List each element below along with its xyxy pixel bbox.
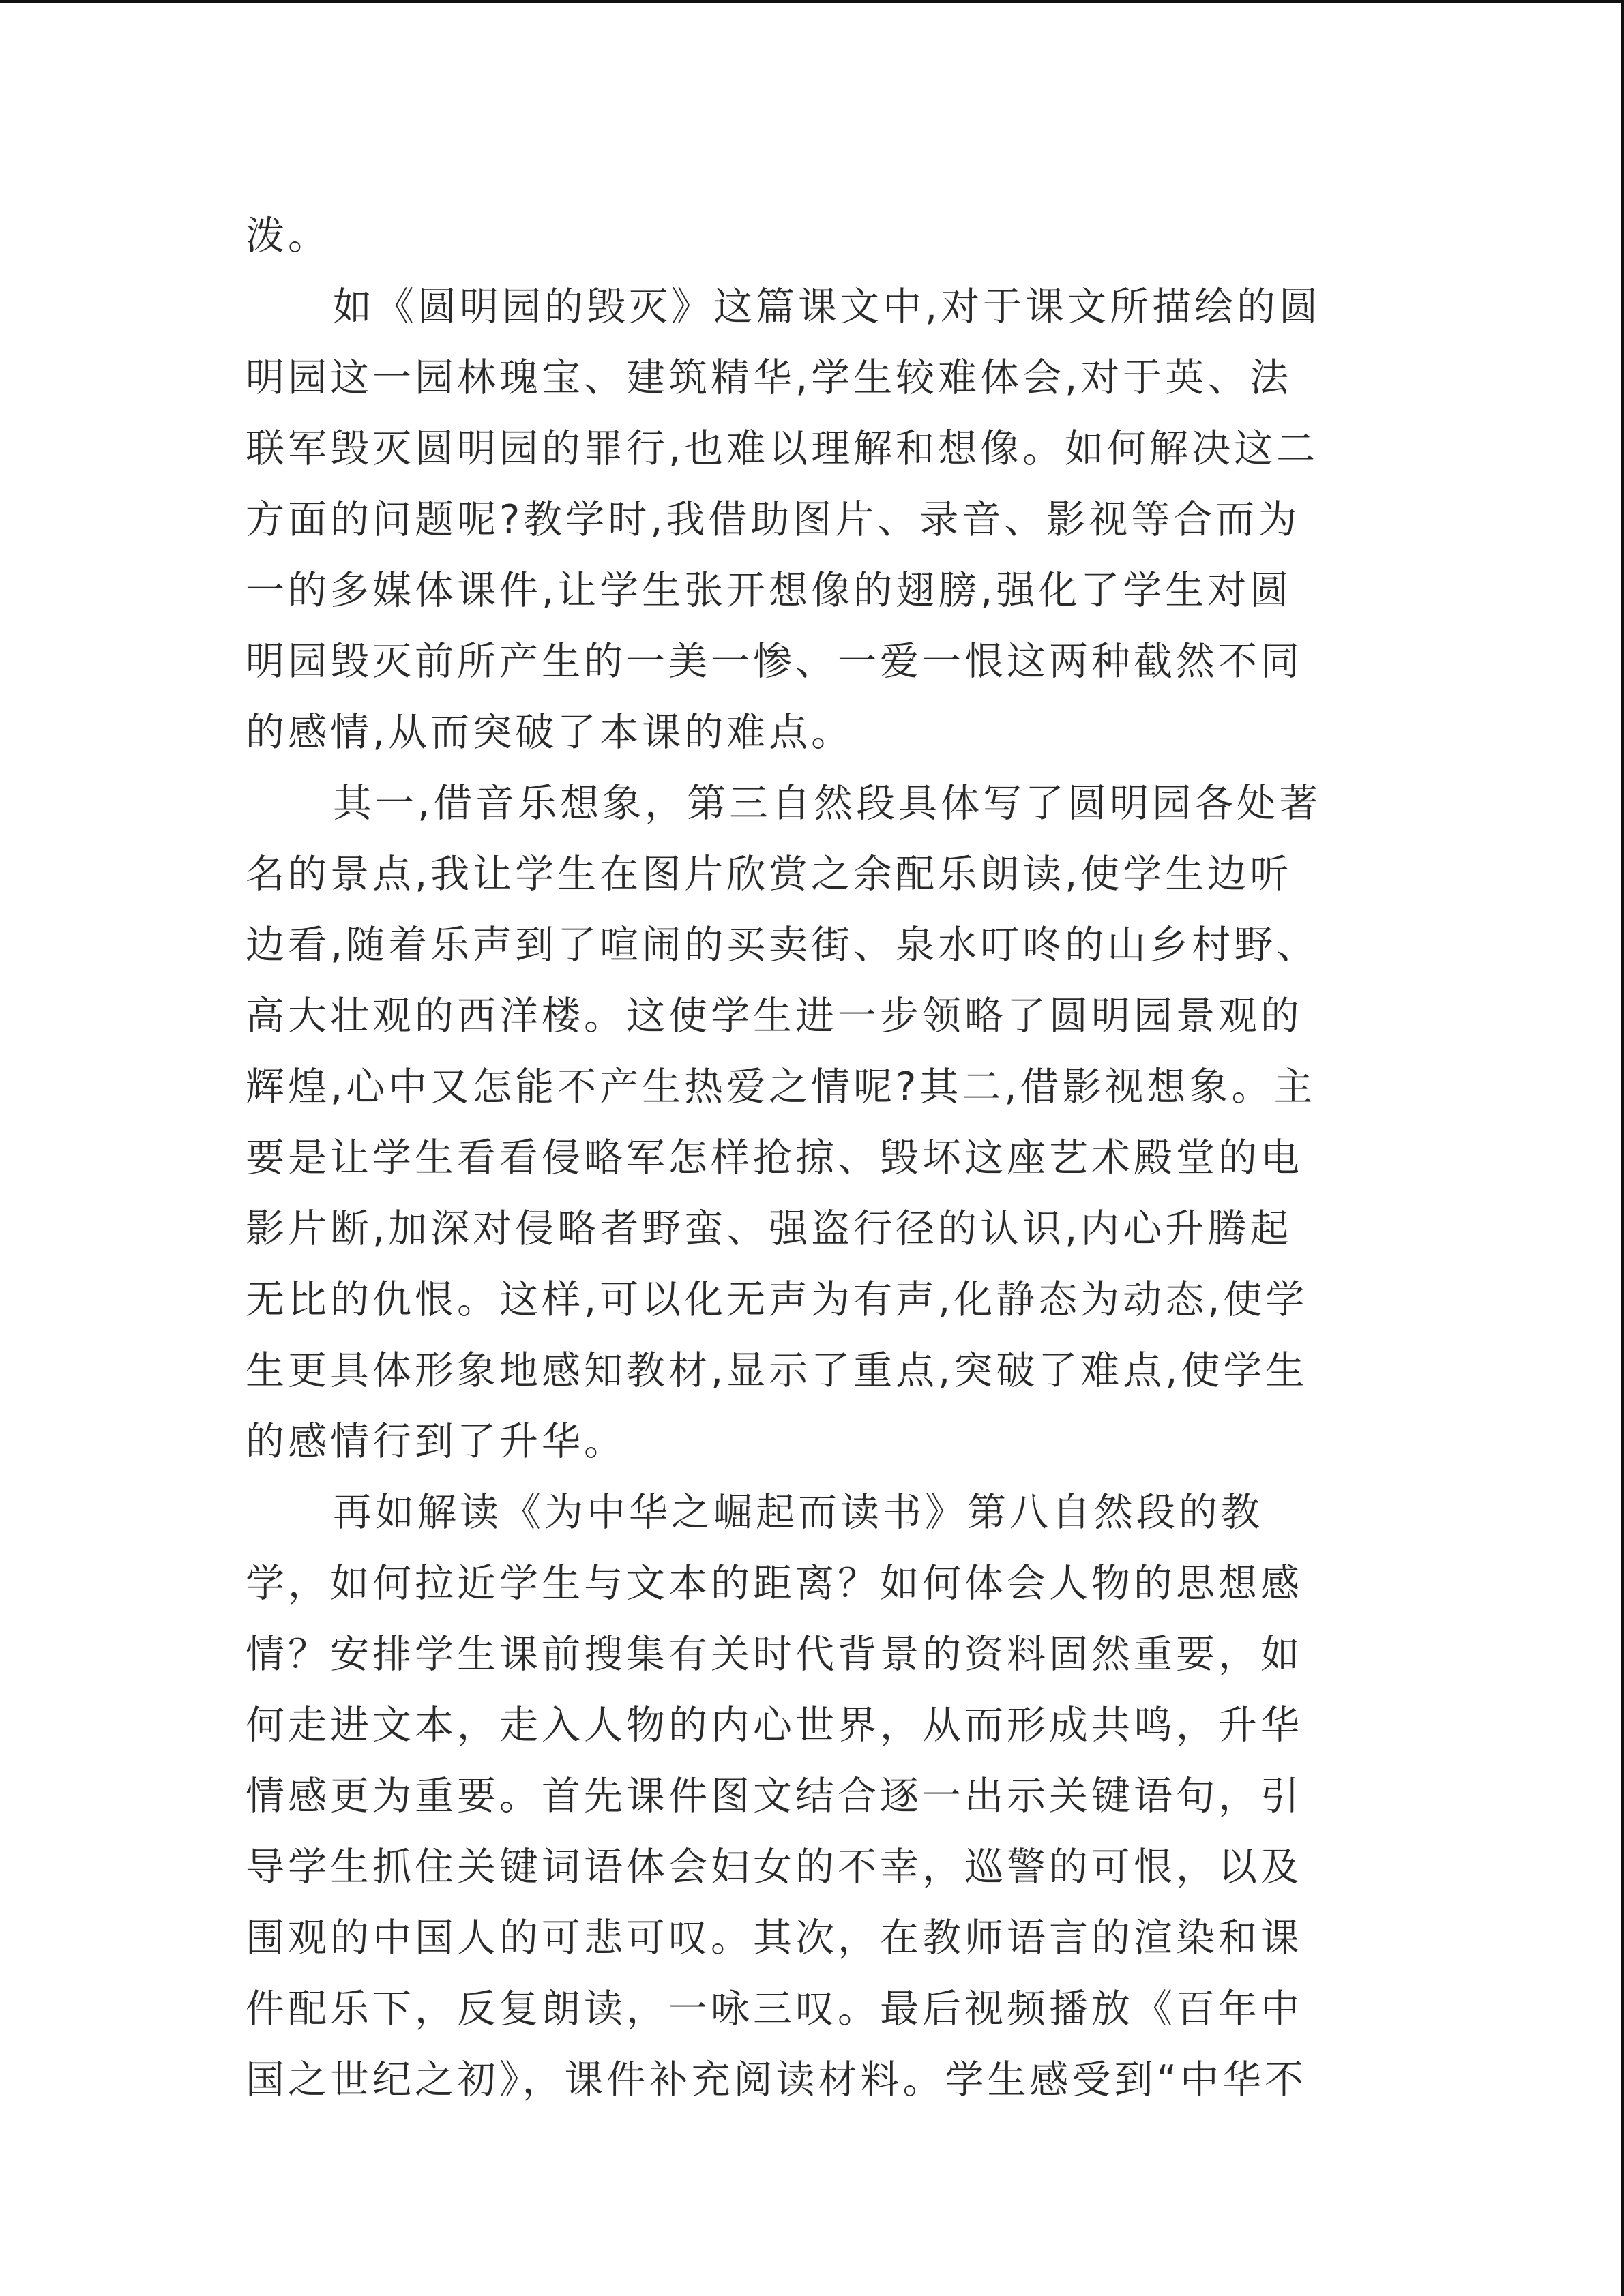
text-line: 辉煌,心中又怎能不产生热爱之情呢?其二,借影视想象。主 [246,1064,1316,1109]
text-line: 名的景点,我让学生在图片欣赏之余配乐朗读,使学生边听 [246,852,1293,897]
text-line: 的感情行到了升华。 [246,1419,626,1464]
text-line: 导学生抓住关键词语体会妇女的不幸，巡警的可恨，以及 [246,1845,1303,1890]
text-line: 一的多媒体课件,让学生张开想像的翅膀,强化了学生对圆 [246,568,1293,613]
text-line: 情感更为重要。首先课件图文结合逐一出示关键语句，引 [246,1774,1303,1819]
text-line: 联军毁灭圆明园的罪行,也难以理解和想像。如何解决这二 [246,426,1319,471]
text-line: 国之世纪之初》，课件补充阅读材料。学生感受到“中华不 [246,2057,1308,2102]
text-line: 高大壮观的西洋楼。这使学生进一步领略了圆明园景观的 [246,994,1303,1039]
text-line: 泼。 [246,213,330,258]
text-line: 生更具体形象地感知教材,显示了重点,突破了难点,使学生 [246,1348,1308,1393]
text-line: 明园这一园林瑰宝、建筑精华,学生较难体会,对于英、法 [246,355,1293,400]
text-line: 无比的仇恨。这样,可以化无声为有声,化静态为动态,使学 [246,1277,1308,1322]
paragraph-first-line: 再如解读《为中华之崛起而读书》第八自然段的教 [333,1490,1263,1535]
text-line: 情？安排学生课前搜集有关时代背景的资料固然重要，如 [246,1632,1303,1677]
text-line: 要是让学生看看侵略军怎样抢掠、毁坏这座艺术殿堂的电 [246,1135,1303,1180]
text-line: 的感情,从而突破了本课的难点。 [246,710,854,755]
text-line: 学，如何拉近学生与文本的距离？如何体会人物的思想感 [246,1561,1303,1606]
text-line: 围观的中国人的可悲可叹。其次，在教师语言的渲染和课 [246,1915,1303,1960]
text-line: 明园毁灭前所产生的一美一惨、一爱一恨这两种截然不同 [246,639,1303,684]
text-line: 方面的问题呢?教学时,我借助图片、录音、影视等合而为 [246,497,1301,542]
text-line: 何走进文本，走入人物的内心世界，从而形成共鸣，升华 [246,1703,1303,1748]
text-line: 影片断,加深对侵略者野蛮、强盗行径的认识,内心升腾起 [246,1206,1293,1251]
paragraph-first-line: 如《圆明园的毁灭》这篇课文中,对于课文所描绘的圆 [333,284,1322,329]
paragraph-first-line: 其一,借音乐想象，第三自然段具体写了圆明园各处著 [333,781,1322,826]
text-line: 边看,随着乐声到了喧闹的买卖街、泉水叮咚的山乡村野、 [246,923,1319,968]
text-line: 件配乐下，反复朗读，一咏三叹。最后视频播放《百年中 [246,1986,1303,2031]
